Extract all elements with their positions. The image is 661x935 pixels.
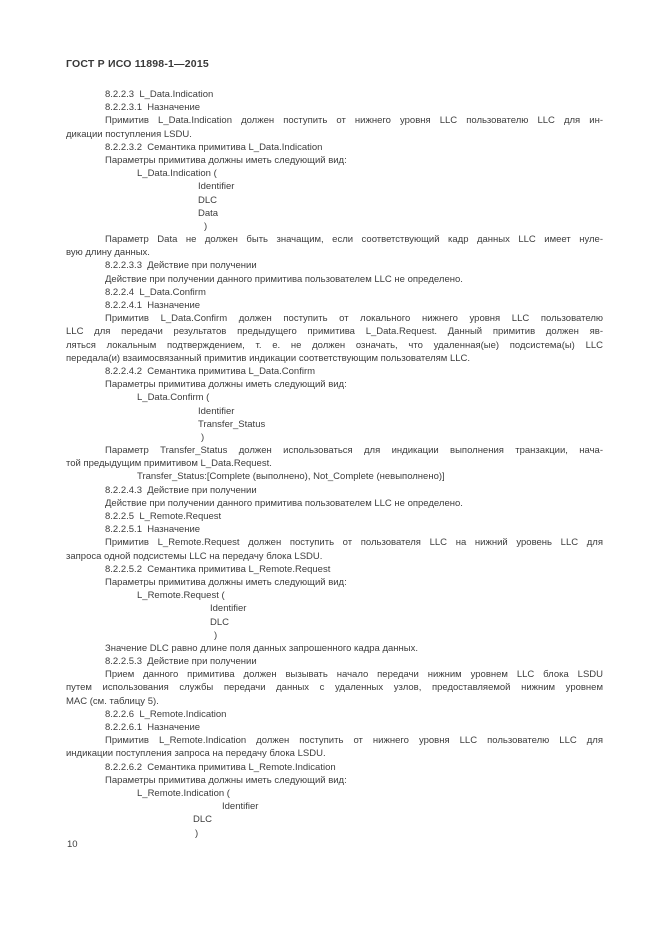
paragraph-line: передала(и) взаимосвязанный примитив индикации соответствующим пользователям LLC. [66, 352, 471, 364]
primitive-syntax-line: L_Remote.Indication ( [137, 787, 230, 799]
clause-heading-line: 8.2.2.5.3 Действие при получении [105, 656, 257, 668]
clause-heading-line: 8.2.2.5.1 Назначение [105, 524, 201, 536]
primitive-syntax-line: ) [201, 431, 205, 443]
clause-heading-line: 8.2.2.4.1 Назначение [105, 300, 201, 311]
primitive-syntax-line: ) [214, 629, 218, 641]
paragraph-line: Действие при получении данного примитива пользователем LLC не определено. [105, 497, 463, 509]
primitive-param-line: Identifier [210, 603, 247, 615]
paragraph-line: Параметр Data не должен быть значащим, если соответствующий кадр данных LLC имеет нуле- [105, 234, 603, 246]
clause-heading-line: 8.2.2.5 L_Remote.Request [105, 511, 222, 522]
paragraph-line: путем использования службы передачи данных с удаленных узлов, предоставляемой нижним уровнем [66, 682, 603, 694]
paragraph-line: Параметры примитива должны иметь следующий вид: [105, 154, 347, 166]
paragraph-line: Примитив L_Data.Confirm должен поступить от локального нижнего уровня LLC пользователю [105, 313, 603, 325]
clause-heading-line: 8.2.2.3 L_Data.Indication [105, 89, 214, 100]
primitive-syntax-line: ) [195, 827, 199, 839]
paragraph-line: Примитив L_Data.Indication должен поступить от нижнего уровня LLC пользователю LLC для ин- [105, 115, 603, 127]
clause-heading-line: 8.2.2.6 L_Remote.Indication [105, 708, 227, 720]
paragraph-line: Действие при получении данного примитива пользователем LLC не определено. [105, 273, 463, 285]
clause-heading-line: 8.2.2.4.3 Действие при получении [105, 484, 257, 496]
paragraph-line: Параметры примитива должны иметь следующий вид: [105, 379, 347, 391]
clause-heading-line: 8.2.2.6.1 Назначение [105, 722, 201, 733]
paragraph-line: Параметры примитива должны иметь следующий вид: [105, 576, 347, 588]
paragraph-line: той предыдущим примитивом L_Data.Request. [66, 458, 272, 470]
paragraph-line: Параметр Transfer_Status должен использоваться для индикации выполнения транзакции, нача- [105, 445, 603, 457]
paragraph-line: Параметры примитива должны иметь следующий вид: [105, 774, 347, 786]
paragraph-line: запроса одной подсистемы LLC на передачу блока LSDU. [66, 550, 323, 562]
paragraph-line: MAC (см. таблицу 5). [66, 695, 159, 707]
primitive-syntax-line: L_Data.Indication ( [137, 168, 217, 180]
primitive-param-line: DLC [210, 616, 230, 628]
paragraph-line: Прием данного примитива должен вызывать начало передачи нижним уровнем LLC блока LSDU [105, 669, 603, 681]
clause-heading-line: 8.2.2.3.1 Назначение [105, 102, 201, 114]
paragraph-line: Значение DLC равно длине поля данных запрошенного кадра данных. [105, 642, 418, 654]
paragraph-line: Примитив L_Remote.Indication должен поступить от нижнего уровня LLC пользователю LLC для [105, 735, 603, 747]
primitive-param-line: Data [198, 207, 219, 219]
primitive-syntax-line: ) [204, 220, 208, 232]
paragraph-line: Примитив L_Remote.Request должен поступить от пользователя LLC на нижний уровень LLC для [105, 537, 603, 549]
paragraph-line: дикации поступления LSDU. [66, 128, 192, 140]
primitive-syntax-line: Transfer_Status:[Complete (выполнено), Not_Complete (невыполнено)] [137, 471, 445, 483]
document-header: ГОСТ Р ИСО 11898-1—2015 [66, 58, 209, 70]
primitive-param-line: Identifier [198, 405, 235, 417]
paragraph-line: LLC для передачи результатов предыдущего примитива L_Data.Request. Данный примитив должен яв- [66, 326, 603, 338]
primitive-syntax-line: L_Remote.Request ( [137, 590, 225, 602]
paragraph-line: ляться локальным подтверждением, т. е. не должен означать, что удаленная(ые) подсистема(ы) LLC [66, 339, 603, 351]
paragraph-line: вую длину данных. [66, 247, 150, 259]
primitive-param-line: Identifier [222, 801, 259, 813]
paragraph-line: индикации поступления запроса на передачу блока LSDU. [66, 748, 326, 760]
primitive-param-line: DLC [193, 814, 213, 826]
clause-heading-line: 8.2.2.6.2 Семантика примитива L_Remote.Indication [105, 761, 336, 773]
primitive-syntax-line: L_Data.Confirm ( [137, 392, 210, 404]
document-body [66, 88, 603, 840]
clause-heading-line: 8.2.2.4.2 Семантика примитива L_Data.Confirm [105, 365, 316, 377]
clause-heading-line: 8.2.2.3.3 Действие при получении [105, 260, 257, 272]
primitive-param-line: DLC [198, 194, 218, 206]
primitive-param-line: Identifier [198, 181, 235, 193]
clause-heading-line: 8.2.2.4 L_Data.Confirm [105, 286, 206, 298]
primitive-param-line: Transfer_Status [198, 418, 266, 430]
clause-heading-line: 8.2.2.3.2 Семантика примитива L_Data.Indication [105, 141, 323, 153]
clause-heading-line: 8.2.2.5.2 Семантика примитива L_Remote.Request [105, 563, 331, 575]
page-number: 10 [67, 839, 78, 850]
